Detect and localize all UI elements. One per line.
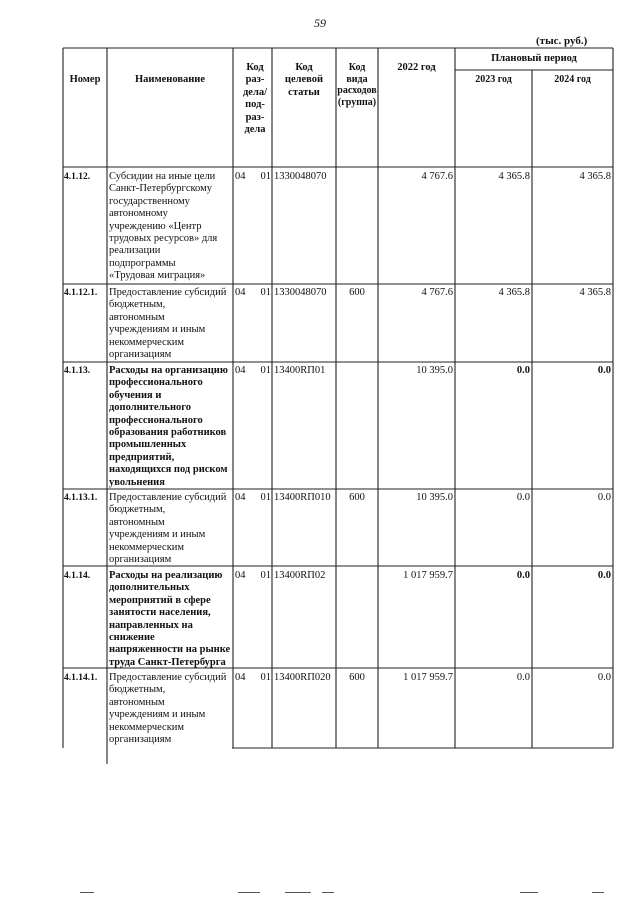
row-2024: 0.0 <box>597 672 611 683</box>
row-section: 04 <box>235 672 246 683</box>
row-subsection: 01 <box>260 492 271 503</box>
row-2023: 4 365.8 <box>498 287 530 298</box>
row-expense-type: 600 <box>349 492 365 503</box>
row-subsection: 01 <box>260 672 271 683</box>
header-target: Код целевой статьи <box>284 62 324 98</box>
header-name: Наименование <box>135 74 205 85</box>
row-2023: 0.0 <box>516 570 530 581</box>
footer-ticks <box>0 892 640 898</box>
row-expense-type: 600 <box>349 672 365 683</box>
row-name: Предоставление субсидий бюджетным, автономным учреждениям и иным некоммерческим организациям <box>109 672 227 746</box>
row-2022: 10 395.0 <box>416 365 453 376</box>
row-2023: 0.0 <box>516 365 530 376</box>
row-number: 4.1.14. <box>64 571 91 581</box>
row-2022: 4 767.6 <box>421 171 453 182</box>
row-name: Расходы на реализацию дополнительных мероприятий в сфере занятости населения, направленных на снижение напряженности на рынке труда Санкт-Петербурга <box>109 570 231 668</box>
row-2022: 1 017 959.7 <box>403 672 453 683</box>
row-target: 13400RП01 <box>274 365 326 376</box>
row-section: 04 <box>235 287 246 298</box>
row-name: Предоставление субсидий бюджетным, автономным учреждениям и иным некоммерческим организациям <box>109 492 227 566</box>
row-number: 4.1.12.1. <box>64 288 98 298</box>
page-number: 59 <box>314 16 326 30</box>
row-2022: 10 395.0 <box>416 492 453 503</box>
row-subsection: 01 <box>260 171 271 182</box>
header-2024: 2024 год <box>554 74 591 85</box>
header-2023: 2023 год <box>475 74 512 85</box>
row-subsection: 01 <box>260 365 271 376</box>
row-2024: 4 365.8 <box>579 287 611 298</box>
row-section: 04 <box>235 570 246 581</box>
row-number: 4.1.14.1. <box>64 673 98 683</box>
row-target: 1330048070 <box>274 287 327 298</box>
row-section: 04 <box>235 492 246 503</box>
row-number: 4.1.13.1. <box>64 493 98 503</box>
row-section: 04 <box>235 365 246 376</box>
row-2023: 0.0 <box>516 672 530 683</box>
row-2024: 4 365.8 <box>579 171 611 182</box>
header-number: Номер <box>69 74 101 85</box>
row-2024: 0.0 <box>597 365 611 376</box>
header-2022: 2022 год <box>397 62 436 73</box>
row-expense-type: 600 <box>349 287 365 298</box>
units-label: (тыс. руб.) <box>536 35 588 47</box>
row-target: 13400RП010 <box>274 492 331 503</box>
header-planned-period: Плановый период <box>491 53 577 64</box>
row-section: 04 <box>235 171 246 182</box>
row-name: Предоставление субсидий бюджетным, автономным учреждениям и иным некоммерческим организациям <box>109 287 227 361</box>
row-2022: 1 017 959.7 <box>403 570 453 581</box>
row-number: 4.1.13. <box>64 366 91 376</box>
row-2024: 0.0 <box>597 492 611 503</box>
row-subsection: 01 <box>260 570 271 581</box>
row-target: 1330048070 <box>274 171 327 182</box>
row-2023: 4 365.8 <box>498 171 530 182</box>
row-2022: 4 767.6 <box>421 287 453 298</box>
row-name: Субсидии на иные цели Санкт-Петербургскому государственному автономному учреждению «Центр трудовых ресурсов» для реализации подпрограммы «Трудовая миграция» <box>109 171 218 282</box>
row-target: 13400RП020 <box>274 672 331 683</box>
row-subsection: 01 <box>260 287 271 298</box>
row-target: 13400RП02 <box>274 570 326 581</box>
header-section: Код раз- дела/ под- раз- дела <box>242 62 268 136</box>
row-name: Расходы на организацию профессионального обучения и дополнительного профессионального образования работников промышленных предприятий, находящихся под риском увольнения <box>109 365 228 488</box>
row-2024: 0.0 <box>597 570 611 581</box>
row-number: 4.1.12. <box>64 172 91 182</box>
header-expense-type: Код вида расходов (группа) <box>337 62 377 108</box>
row-2023: 0.0 <box>516 492 530 503</box>
